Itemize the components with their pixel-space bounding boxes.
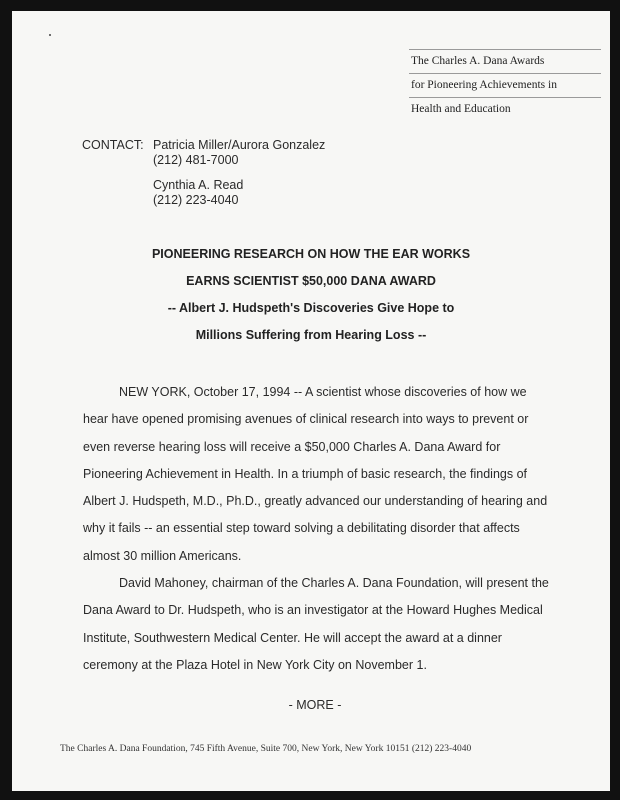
letterhead-line-1: The Charles A. Dana Awards [409,49,601,73]
contact-block-2 [153,178,243,208]
contact-name-2: Cynthia A. Read [153,178,244,192]
footer-address: The Charles A. Dana Foundation, 745 Fifth Avenue, Suite 700, New York, New York 10151 (212) 223-4040 [60,744,472,754]
contact-names-1: Patricia Miller/Aurora Gonzalez [153,138,326,152]
speck-mark [49,34,51,36]
paragraph-1: NEW YORK, October 17, 1994 -- A scientist whose discoveries of how we hear have opened promising avenues of clinical research into ways to prevent or even reverse hearing loss will receive a $50,000 Charles A. Dana Award for Pioneering Achievement in Health. In a triumph of basic research, the findings of Albert J. Hudspeth, M.D., Ph.D., greatly advanced our understanding of hearing and why it fails -- an essential step toward solving a debilitating disorder that affects almost 30 million Americans. [83,385,548,563]
contact-label: CONTACT: [82,138,144,152]
contact-phone-2: (212) 223-4040 [153,193,239,207]
document-page [12,11,610,791]
paragraph-2: David Mahoney, chairman of the Charles A. Dana Foundation, will present the Dana Award to Dr. Hudspeth, who is an investigator at the Howard Hughes Medical Institute, Southwestern Medical Center. He will accept the award at a dinner ceremony at the Plaza Hotel in New York City on November 1. [83,576,549,672]
letterhead-line-2: for Pioneering Achievements in [409,73,601,97]
letterhead-line-3: Health and Education [409,97,601,112]
subheadline-line-2: Millions Suffering from Hearing Loss -- [195,328,427,342]
letterhead [409,49,601,115]
contact-block-1 [153,138,325,168]
headline-line-1: PIONEERING RESEARCH ON HOW THE EAR WORKS [151,247,471,261]
contact-phone-1: (212) 481-7000 [153,153,239,167]
headline-line-2: EARNS SCIENTIST $50,000 DANA AWARD [186,274,436,288]
subheadline-line-1: -- Albert J. Hudspeth's Discoveries Give Hope to [167,301,455,315]
press-release-body [83,379,553,679]
more-marker: - MORE - [288,698,342,712]
